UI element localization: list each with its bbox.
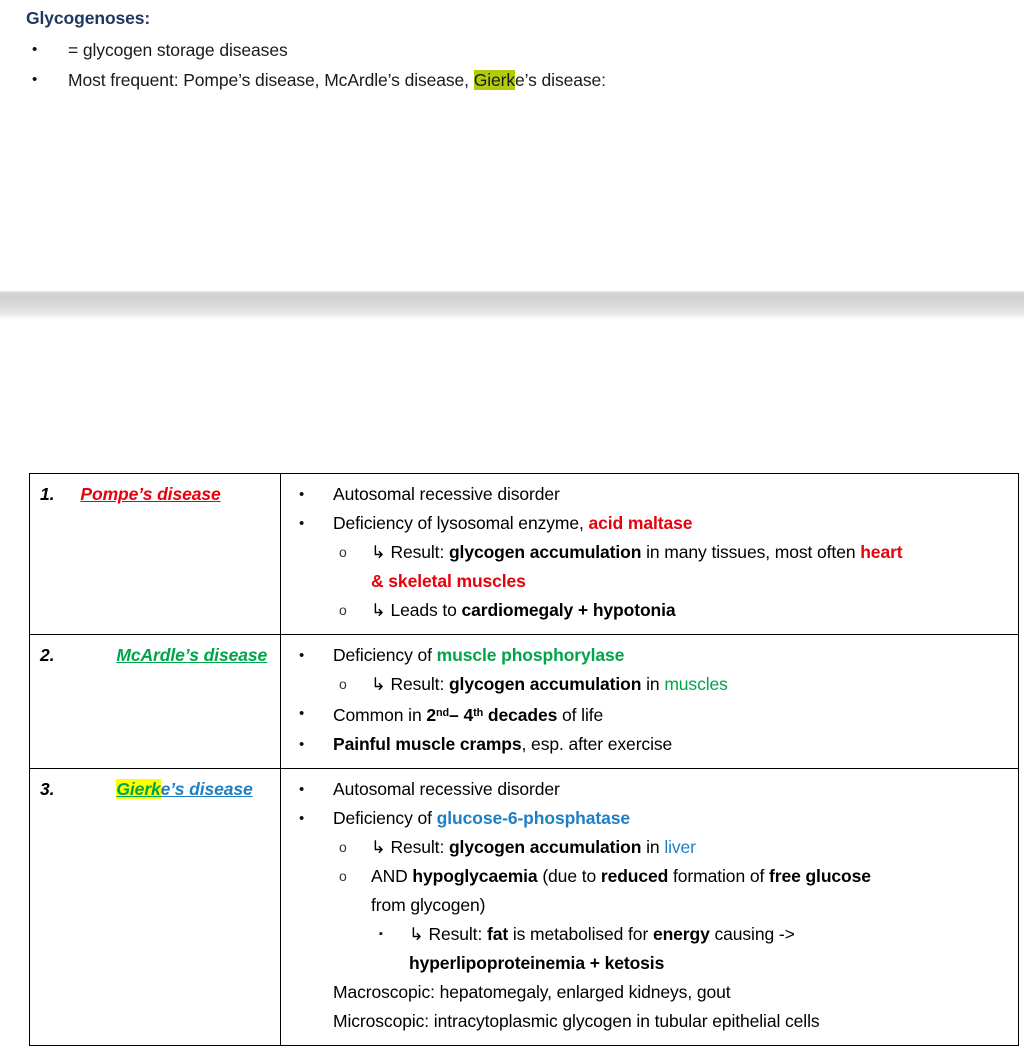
detail-bold: energy [652, 923, 710, 944]
page-break-hairline [0, 291, 1024, 292]
detail-subbullet [287, 538, 1012, 596]
range-dash: – [449, 704, 464, 725]
row-number: 2. [40, 645, 55, 665]
table-row [30, 635, 1019, 769]
detail-text: Deficiency of [333, 645, 437, 665]
list-item-label-pre: Most frequent: Pompe’s disease, McArdle’s disease, [68, 70, 474, 90]
detail-text: of life [557, 704, 604, 725]
detail-subbullet [287, 670, 1012, 699]
bullet-dot-icon: • [299, 486, 305, 503]
detail-text: formation of [668, 865, 769, 886]
detail-text: from glycogen) [371, 894, 486, 915]
detail-text: in many tissues, most often [641, 542, 861, 562]
disease-title: Pompe’s disease [80, 484, 221, 504]
disease-detail-cell [281, 635, 1019, 769]
bullet-square-icon: ▪ [379, 927, 383, 940]
detail-bold: hypoglycaemia [412, 865, 538, 886]
detail-bold: free glucose [769, 865, 871, 886]
detail-text: Result: [390, 542, 449, 562]
detail-bold: glycogen accumulation [448, 836, 642, 857]
enzyme-name: glucose-6-phosphatase [436, 807, 631, 828]
detail-bold: Painful muscle cramps [333, 733, 522, 754]
arrow-down-right-icon: ↳ [409, 923, 424, 944]
bullet-dot-icon: • [299, 515, 305, 532]
list-item-label-post: e’s disease: [515, 70, 606, 90]
disease-name-cell [30, 474, 281, 635]
bullet-dot-icon: • [32, 41, 38, 58]
detail-text: AND [371, 865, 413, 886]
detail-bold: decades [483, 704, 558, 725]
bullet-dot-icon: • [299, 780, 305, 798]
detail-text: Result: [390, 674, 449, 694]
detail-text: Result: [428, 923, 487, 944]
arrow-down-right-icon: ↳ [371, 542, 386, 562]
bullet-dot-icon: • [299, 735, 305, 753]
detail-bold: reduced [600, 865, 669, 886]
bullet-circle-icon: o [339, 838, 347, 855]
ordinal-suffix: nd [435, 707, 450, 719]
detail-bullet [287, 641, 1012, 670]
detail-subbullet [287, 596, 1012, 625]
ordinal-suffix: th [473, 707, 484, 719]
detail-text: Deficiency of lysosomal enzyme, [333, 513, 589, 533]
detail-bold: fat [486, 923, 509, 944]
bullet-circle-icon: o [339, 544, 347, 560]
bullet-dot-icon: • [299, 809, 305, 827]
detail-bullet [287, 509, 1012, 538]
microscopic-line [287, 1007, 1012, 1036]
detail-emphasis: muscles [664, 674, 728, 694]
enzyme-name: acid maltase [588, 513, 693, 533]
detail-bullet [287, 699, 1012, 730]
detail-emphasis: & skeletal muscles [371, 571, 526, 591]
enzyme-name: muscle phosphorylase [436, 645, 625, 665]
disease-name-1 [30, 474, 280, 519]
disease-detail-cell [281, 768, 1019, 1045]
decade-start: 2 [426, 704, 436, 725]
arrow-down-right-icon: ↳ [371, 836, 386, 857]
disease-title-highlight: Gierk [116, 778, 161, 799]
table-row [30, 474, 1019, 635]
table-row [30, 768, 1019, 1045]
detail-text: Common in [333, 704, 427, 725]
disease-title: e’s disease [160, 778, 253, 799]
disease-details-1 [281, 474, 1018, 634]
arrow-down-right-icon: ↳ [371, 674, 386, 694]
detail-text: in [641, 674, 665, 694]
disease-name-2 [30, 635, 280, 680]
disease-title: McArdle’s disease [116, 645, 268, 665]
disease-name-cell [30, 635, 281, 769]
page-break-separator [0, 291, 1024, 319]
detail-text: causing -> [709, 923, 795, 944]
detail-text: is metabolised for [508, 923, 653, 944]
detail-bullet [287, 480, 1012, 509]
bullet-dot-icon: • [299, 647, 305, 664]
disease-details-2 [281, 635, 1018, 768]
disease-name-cell [30, 768, 281, 1045]
detail-emphasis: heart [860, 542, 903, 562]
detail-bold: glycogen accumulation [448, 542, 642, 562]
detail-bullet [287, 804, 1012, 833]
decade-end: 4 [463, 704, 474, 725]
detail-text: , esp. after exercise [521, 733, 673, 754]
notes-block [0, 0, 1024, 95]
bullet-circle-icon: o [339, 676, 347, 692]
detail-text: Microscopic: intracytoplasmic glycogen in tubular epithelial cells [333, 1010, 820, 1031]
bullet-dot-icon: • [32, 71, 38, 88]
detail-bold: cardiomegaly + hypotonia [461, 600, 676, 620]
detail-subsubbullet [287, 920, 1012, 978]
list-item [0, 65, 1024, 95]
detail-text: Autosomal recessive disorder [333, 484, 560, 504]
detail-text: (due to [537, 865, 601, 886]
bullet-circle-icon: o [339, 867, 347, 884]
page-title: Glycogenoses: [26, 8, 151, 28]
disease-details-3 [281, 769, 1018, 1045]
glycogenoses-table [29, 473, 1019, 1046]
detail-subbullet [287, 862, 1012, 920]
row-number: 1. [40, 484, 55, 504]
detail-text: Autosomal recessive disorder [333, 778, 560, 799]
detail-text: Leads to [390, 600, 462, 620]
detail-bold: glycogen accumulation [448, 674, 642, 694]
disease-detail-cell [281, 474, 1019, 635]
detail-emphasis: liver [664, 836, 696, 857]
detail-bold: hyperlipoproteinemia + ketosis [409, 952, 665, 973]
disease-name-3 [30, 769, 280, 814]
detail-bullet [287, 775, 1012, 804]
detail-bullet [287, 730, 1012, 759]
bullet-dot-icon: • [299, 705, 305, 722]
macroscopic-line [287, 978, 1012, 1007]
highlight-gierk: Gierk [473, 70, 516, 90]
bullet-circle-icon: o [339, 602, 347, 618]
detail-text: Result: [390, 836, 449, 857]
row-number: 3. [40, 778, 55, 799]
notes-bullet-list [0, 35, 1024, 95]
detail-text: Deficiency of [333, 807, 437, 828]
list-item [0, 35, 1024, 65]
detail-text: Macroscopic: hepatomegaly, enlarged kidneys, gout [333, 981, 731, 1002]
arrow-down-right-icon: ↳ [371, 600, 386, 620]
list-item-label: = glycogen storage diseases [68, 40, 288, 60]
detail-text: in [641, 836, 665, 857]
detail-subbullet [287, 833, 1012, 862]
